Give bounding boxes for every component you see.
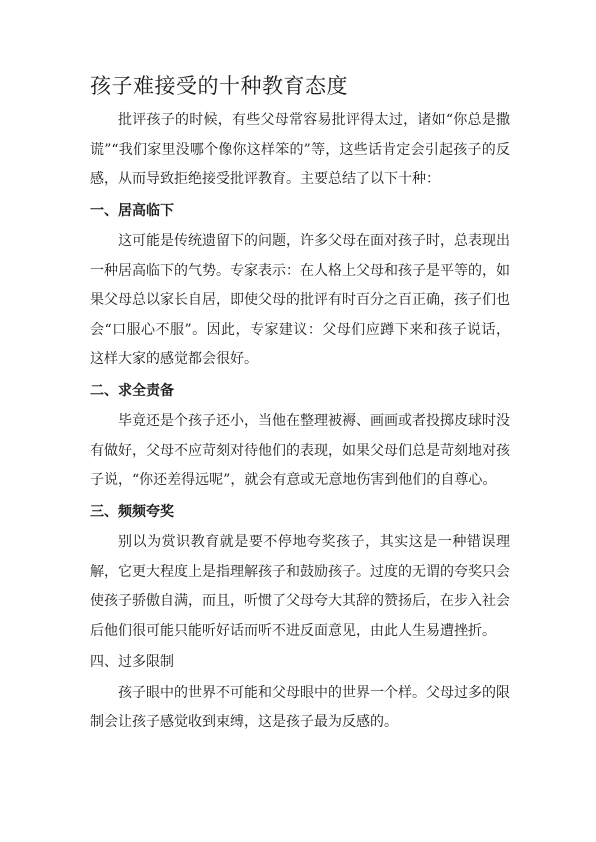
section-body-2: 毕竟还是个孩子还小，当他在整理被褥、画画或者投掷皮球时没有做好，父母不应苛刻对待他们的表现，如果父母们总是苛刻地对孩子说，“你还差得远呢”，就会有意或无意地伤害到他们的自尊心。 xyxy=(90,413,510,488)
section-heading-2: 二、求全责备 xyxy=(90,382,174,399)
section-body-4: 孩子眼中的世界不可能和父母眼中的世界一个样。父母过多的限制会让孩子感觉收到束缚，这是孩子最为反感的。 xyxy=(90,684,510,730)
intro-paragraph: 批评孩子的时候，有些父母常容易批评得太过，诸如“你总是撒谎”“我们家里没哪个像你这样笨的”等，这些话肯定会引起孩子的反感，从而导致拒绝接受批评教育。主要总结了以下十种： xyxy=(90,112,510,187)
section-heading-3: 三、频频夸奖 xyxy=(90,503,174,520)
document-title: 孩子难接受的十种教育态度 xyxy=(90,74,348,98)
document-page xyxy=(90,72,510,738)
section-body-3: 别以为赏识教育就是要不停地夸奖孩子，其实这是一种错误理解，它更大程度上是指理解孩子和鼓励孩子。过度的无谓的夸奖只会使孩子骄傲自满，而且，听惯了父母夸大其辞的赞扬后，在步入社会后他们很可能只能听好话而听不进反面意见，由此人生易遭挫折。 xyxy=(90,534,510,639)
section-heading-4: 四、过多限制 xyxy=(90,654,174,670)
section-heading-1: 一、居高临下 xyxy=(90,202,174,219)
section-body-1: 这可能是传统遗留下的问题，许多父母在面对孩子时，总表现出一种居高临下的气势。专家表示：在人格上父母和孩子是平等的，如果父母总以家长自居，即使父母的批评有时百分之百正确，孩子们也会“口服心不服”。因此，专家建议：父母们应蹲下来和孩子说话，这样大家的感觉都会很好。 xyxy=(90,233,510,367)
